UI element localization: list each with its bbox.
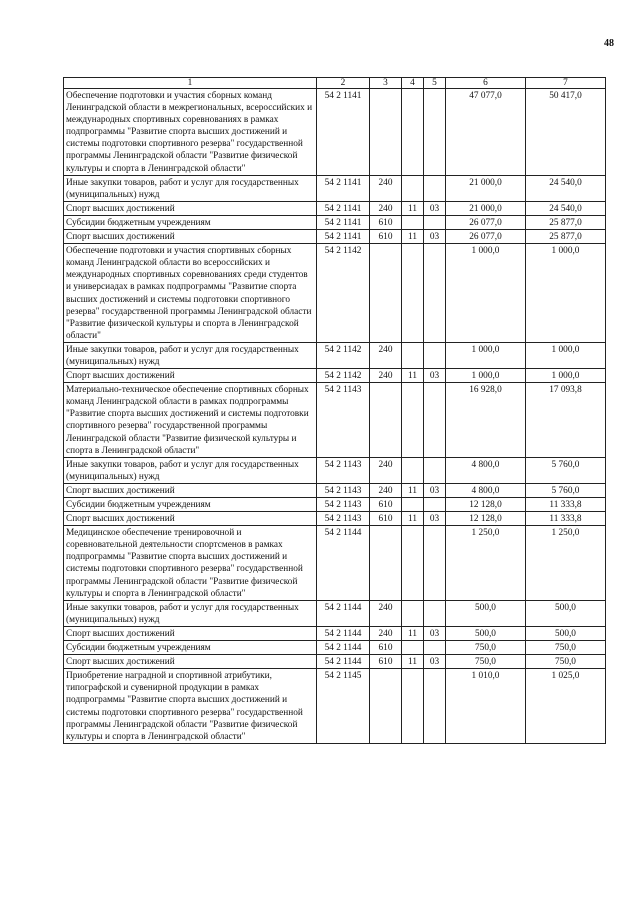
subsection-cell: 03 <box>424 483 446 497</box>
amount-year1-cell: 750,0 <box>446 655 526 669</box>
amount-year1-cell: 750,0 <box>446 641 526 655</box>
subsection-cell: 03 <box>424 201 446 215</box>
amount-year1-cell: 1 000,0 <box>446 244 526 343</box>
row-name-cell: Обеспечение подготовки и участия спортивных сборных команд Ленинградской области во всероссийских и международных спортивных соревнованиях среди студентов и универсиадах в рамках подпрограммы "Развитие спорта высших достижений и системы подготовки спортивного резерва" государственной программы Ленинградской области "Развитие физической культуры и спорта в Ленинградской области" <box>64 244 317 343</box>
amount-year1-cell: 21 000,0 <box>446 175 526 201</box>
row-name-cell: Медицинское обеспечение тренировочной и соревновательной деятельности спортсменов в рамках подпрограммы "Развитие спорта высших достижений и системы подготовки спортивного резерва" государственной программы Ленинградской области "Развитие физической культуры и спорта в Ленинградской области" <box>64 526 317 601</box>
table-row <box>64 201 606 215</box>
row-name-cell: Спорт высших достижений <box>64 201 317 215</box>
row-name-cell: Иные закупки товаров, работ и услуг для государственных (муниципальных) нужд <box>64 457 317 483</box>
subsection-cell <box>424 383 446 458</box>
target-code-cell: 54 2 1142 <box>317 342 370 368</box>
table-row <box>64 526 606 601</box>
section-cell <box>402 641 424 655</box>
target-code-cell: 54 2 1142 <box>317 369 370 383</box>
amount-year1-cell: 500,0 <box>446 600 526 626</box>
target-code-cell: 54 2 1141 <box>317 230 370 244</box>
table-row <box>64 498 606 512</box>
section-cell <box>402 175 424 201</box>
section-cell <box>402 498 424 512</box>
expense-type-cell: 610 <box>370 655 402 669</box>
column-header: 3 <box>370 78 402 89</box>
table-row <box>64 600 606 626</box>
amount-year1-cell: 47 077,0 <box>446 89 526 176</box>
expense-type-cell: 610 <box>370 641 402 655</box>
section-cell <box>402 342 424 368</box>
section-cell <box>402 383 424 458</box>
expense-type-cell: 240 <box>370 201 402 215</box>
amount-year2-cell: 24 540,0 <box>526 175 606 201</box>
expense-type-cell <box>370 669 402 744</box>
table-header-row <box>64 78 606 89</box>
row-name-cell: Приобретение наградной и спортивной атрибутики, типографской и сувенирной продукции в рамках подпрограммы "Развитие спорта высших достижений и системы подготовки спортивного резерва" государственной программы Ленинградской области "Развитие физической культуры и спорта в Ленинградской области" <box>64 669 317 744</box>
page-number: 48 <box>604 38 614 49</box>
subsection-cell <box>424 498 446 512</box>
amount-year2-cell: 25 877,0 <box>526 215 606 229</box>
amount-year2-cell: 1 250,0 <box>526 526 606 601</box>
table-row <box>64 215 606 229</box>
amount-year2-cell: 1 000,0 <box>526 244 606 343</box>
expense-type-cell: 240 <box>370 175 402 201</box>
row-name-cell: Спорт высших достижений <box>64 512 317 526</box>
target-code-cell: 54 2 1143 <box>317 512 370 526</box>
row-name-cell: Спорт высших достижений <box>64 626 317 640</box>
row-name-cell: Обеспечение подготовки и участия сборных команд Ленинградской области в межрегиональных, всероссийских и международных спортивных соревнованиях в рамках подпрограммы "Развитие спорта высших достижений и системы подготовки спортивного резерва" государственной программы Ленинградской области "Развитие физической культуры и спорта в Ленинградской области" <box>64 89 317 176</box>
table-row <box>64 512 606 526</box>
row-name-cell: Субсидии бюджетным учреждениям <box>64 498 317 512</box>
subsection-cell <box>424 244 446 343</box>
section-cell: 11 <box>402 483 424 497</box>
table-row <box>64 230 606 244</box>
target-code-cell: 54 2 1144 <box>317 641 370 655</box>
expense-type-cell: 240 <box>370 626 402 640</box>
expense-type-cell: 240 <box>370 600 402 626</box>
target-code-cell: 54 2 1143 <box>317 457 370 483</box>
amount-year2-cell: 750,0 <box>526 655 606 669</box>
column-header: 4 <box>402 78 424 89</box>
table-row <box>64 655 606 669</box>
expense-type-cell: 240 <box>370 483 402 497</box>
table-row <box>64 457 606 483</box>
amount-year1-cell: 4 800,0 <box>446 483 526 497</box>
target-code-cell: 54 2 1143 <box>317 498 370 512</box>
target-code-cell: 54 2 1144 <box>317 626 370 640</box>
table-row <box>64 244 606 343</box>
amount-year2-cell: 24 540,0 <box>526 201 606 215</box>
target-code-cell: 54 2 1141 <box>317 175 370 201</box>
target-code-cell: 54 2 1144 <box>317 655 370 669</box>
amount-year2-cell: 500,0 <box>526 626 606 640</box>
amount-year2-cell: 17 093,8 <box>526 383 606 458</box>
row-name-cell: Спорт высших достижений <box>64 655 317 669</box>
subsection-cell <box>424 342 446 368</box>
amount-year1-cell: 26 077,0 <box>446 215 526 229</box>
row-name-cell: Субсидии бюджетным учреждениям <box>64 641 317 655</box>
table-row <box>64 383 606 458</box>
amount-year1-cell: 12 128,0 <box>446 498 526 512</box>
table-row <box>64 669 606 744</box>
expense-type-cell <box>370 244 402 343</box>
budget-table <box>63 77 606 744</box>
table-row <box>64 175 606 201</box>
column-header: 2 <box>317 78 370 89</box>
amount-year1-cell: 12 128,0 <box>446 512 526 526</box>
amount-year1-cell: 1 250,0 <box>446 526 526 601</box>
target-code-cell: 54 2 1143 <box>317 483 370 497</box>
row-name-cell: Спорт высших достижений <box>64 483 317 497</box>
amount-year2-cell: 50 417,0 <box>526 89 606 176</box>
subsection-cell <box>424 669 446 744</box>
amount-year1-cell: 21 000,0 <box>446 201 526 215</box>
target-code-cell: 54 2 1143 <box>317 383 370 458</box>
expense-type-cell <box>370 383 402 458</box>
row-name-cell: Иные закупки товаров, работ и услуг для государственных (муниципальных) нужд <box>64 342 317 368</box>
section-cell: 11 <box>402 655 424 669</box>
expense-type-cell <box>370 526 402 601</box>
column-header: 6 <box>446 78 526 89</box>
amount-year2-cell: 25 877,0 <box>526 230 606 244</box>
target-code-cell: 54 2 1142 <box>317 244 370 343</box>
section-cell: 11 <box>402 230 424 244</box>
expense-type-cell: 610 <box>370 230 402 244</box>
target-code-cell: 54 2 1144 <box>317 526 370 601</box>
subsection-cell <box>424 215 446 229</box>
amount-year2-cell: 5 760,0 <box>526 483 606 497</box>
column-header: 1 <box>64 78 317 89</box>
expense-type-cell: 610 <box>370 498 402 512</box>
expense-type-cell: 610 <box>370 512 402 526</box>
expense-type-cell: 240 <box>370 342 402 368</box>
section-cell <box>402 244 424 343</box>
amount-year2-cell: 1 025,0 <box>526 669 606 744</box>
amount-year1-cell: 26 077,0 <box>446 230 526 244</box>
section-cell <box>402 215 424 229</box>
subsection-cell <box>424 641 446 655</box>
subsection-cell <box>424 175 446 201</box>
subsection-cell <box>424 600 446 626</box>
subsection-cell: 03 <box>424 655 446 669</box>
section-cell: 11 <box>402 626 424 640</box>
target-code-cell: 54 2 1141 <box>317 89 370 176</box>
table-row <box>64 641 606 655</box>
amount-year2-cell: 1 000,0 <box>526 369 606 383</box>
target-code-cell: 54 2 1144 <box>317 600 370 626</box>
subsection-cell <box>424 89 446 176</box>
amount-year1-cell: 1 000,0 <box>446 369 526 383</box>
column-header: 7 <box>526 78 606 89</box>
amount-year2-cell: 500,0 <box>526 600 606 626</box>
section-cell: 11 <box>402 512 424 526</box>
row-name-cell: Материально-техническое обеспечение спортивных сборных команд Ленинградской области в рамках подпрограммы "Развитие спорта высших достижений и системы подготовки спортивного резерва" государственной программы Ленинградской области "Развитие физической культуры и спорта в Ленинградской области" <box>64 383 317 458</box>
section-cell: 11 <box>402 201 424 215</box>
amount-year1-cell: 1 000,0 <box>446 342 526 368</box>
expense-type-cell: 240 <box>370 369 402 383</box>
table-row <box>64 483 606 497</box>
subsection-cell: 03 <box>424 369 446 383</box>
section-cell <box>402 526 424 601</box>
amount-year2-cell: 11 333,8 <box>526 512 606 526</box>
expense-type-cell <box>370 89 402 176</box>
table-row <box>64 369 606 383</box>
row-name-cell: Спорт высших достижений <box>64 369 317 383</box>
column-header: 5 <box>424 78 446 89</box>
row-name-cell: Субсидии бюджетным учреждениям <box>64 215 317 229</box>
amount-year2-cell: 750,0 <box>526 641 606 655</box>
amount-year1-cell: 500,0 <box>446 626 526 640</box>
subsection-cell <box>424 457 446 483</box>
amount-year2-cell: 11 333,8 <box>526 498 606 512</box>
table-row <box>64 89 606 176</box>
row-name-cell: Иные закупки товаров, работ и услуг для государственных (муниципальных) нужд <box>64 600 317 626</box>
subsection-cell <box>424 526 446 601</box>
target-code-cell: 54 2 1141 <box>317 201 370 215</box>
amount-year1-cell: 1 010,0 <box>446 669 526 744</box>
section-cell: 11 <box>402 369 424 383</box>
target-code-cell: 54 2 1145 <box>317 669 370 744</box>
table-body <box>64 89 606 744</box>
table-row <box>64 626 606 640</box>
target-code-cell: 54 2 1141 <box>317 215 370 229</box>
section-cell <box>402 669 424 744</box>
section-cell <box>402 600 424 626</box>
row-name-cell: Иные закупки товаров, работ и услуг для государственных (муниципальных) нужд <box>64 175 317 201</box>
amount-year1-cell: 16 928,0 <box>446 383 526 458</box>
section-cell <box>402 89 424 176</box>
amount-year2-cell: 5 760,0 <box>526 457 606 483</box>
expense-type-cell: 240 <box>370 457 402 483</box>
expense-type-cell: 610 <box>370 215 402 229</box>
amount-year2-cell: 1 000,0 <box>526 342 606 368</box>
subsection-cell: 03 <box>424 512 446 526</box>
subsection-cell: 03 <box>424 626 446 640</box>
row-name-cell: Спорт высших достижений <box>64 230 317 244</box>
table-row <box>64 342 606 368</box>
section-cell <box>402 457 424 483</box>
amount-year1-cell: 4 800,0 <box>446 457 526 483</box>
subsection-cell: 03 <box>424 230 446 244</box>
